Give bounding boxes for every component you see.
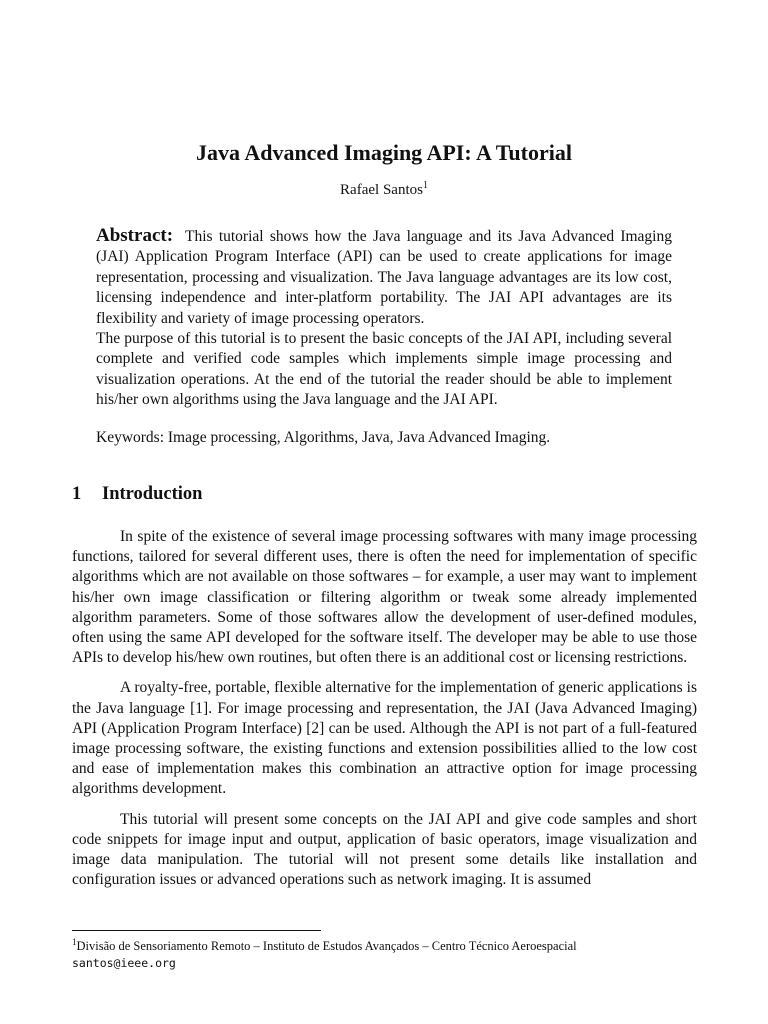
- body-paragraph: This tutorial will present some concepts on the JAI API and give code samples and short code snippets for image input and output, application of basic operators, image visualization and image data manipulation. The tutorial will not present some details like installation and configuration issues or advanced operations such as network imaging. It is assumed: [72, 810, 697, 889]
- author-name: Rafael Santos: [340, 182, 423, 198]
- footnote-mark: 1: [72, 937, 77, 947]
- abstract-text-1: This tutorial shows how the Java language and its Java Advanced Imaging (JAI) Application Program Interface (API) can be used to create applications for image representation, processing and visualization. The Java language advantages are its low cost, licensing independence and inter-platform portability. The JAI API advantages are its flexibility and variety of image processing operators.: [96, 228, 672, 327]
- footnote: [72, 934, 577, 972]
- section-number: 1: [72, 484, 82, 504]
- author-line: [0, 176, 768, 200]
- keywords-line: Keywords: Image processing, Algorithms, Java, Java Advanced Imaging.: [96, 429, 551, 446]
- paper-title: Java Advanced Imaging API: A Tutorial: [196, 140, 572, 165]
- abstract-heading: Abstract:: [96, 225, 174, 246]
- body-paragraph: In spite of the existence of several image processing softwares with many image processing functions, tailored for several different uses, there is often the need for implementation of specific algorithms which are not available on those softwares – for example, a user may want to implement his/her own image classification or filtering algorithm or tweak some already implemented algorithm parameters. Some of those softwares allow the development of user-defined modules, often using the same API developed for the software itself. The developer may be able to use those APIs to develop his/hew own routines, but often there is an additional cost or licensing restrictions.: [72, 528, 697, 667]
- body-text: [72, 527, 697, 900]
- section-title: Introduction: [102, 484, 203, 504]
- abstract-paragraph-1: [96, 226, 672, 329]
- body-paragraph: A royalty-free, portable, flexible alternative for the implementation of generic applications is the Java language [1]. For image processing and representation, the JAI (Java Advanced Imaging) API (Application Program Interface) [2] can be used. Although the API is not part of a full-featured image processing software, the existing functions and extension possibilities allied to the low cost and ease of implementation makes this combination an attractive option for image processing algorithms development.: [72, 679, 697, 798]
- abstract-paragraph-2: The purpose of this tutorial is to present the basic concepts of the JAI API, including several complete and verified code samples which implements simple image processing and visualization operations. At the end of the tutorial the reader should be able to implement his/her own algorithms using the Java language and the JAI API.: [96, 330, 672, 409]
- section-heading: [72, 482, 202, 506]
- author-email: santos@ieee.org: [72, 956, 176, 971]
- abstract-block: [96, 226, 672, 411]
- footnote-text: Divisão de Sensoriamento Remoto – Instituto de Estudos Avançados – Centro Técnico Aeroespacial: [76, 939, 577, 954]
- footnote-divider: [72, 930, 321, 931]
- footnote-line: [72, 939, 577, 953]
- author-footnote-mark: 1: [422, 180, 428, 191]
